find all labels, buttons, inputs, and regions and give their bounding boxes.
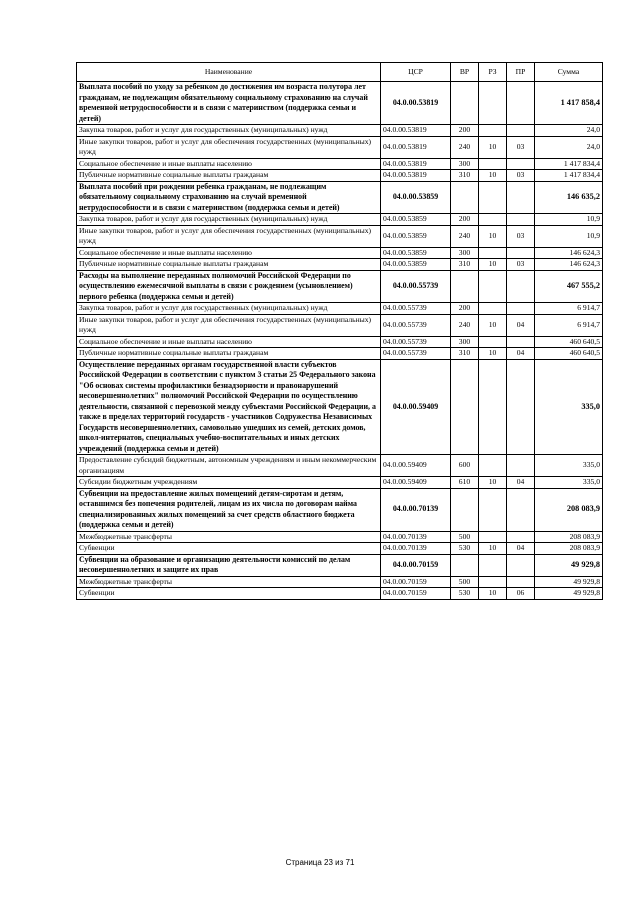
- cell-pr: [507, 336, 535, 348]
- cell-csr: 04.0.00.70159: [381, 588, 451, 600]
- cell-csr: 04.0.00.53819: [381, 82, 451, 125]
- cell-name: Субвенции на образование и организацию деятельности комиссий по делам несовершеннолетних и защите их прав: [77, 554, 381, 576]
- cell-sum: 335,0: [535, 455, 603, 477]
- page-number: Страница 23 из 71: [285, 858, 355, 867]
- cell-rz: [479, 214, 507, 226]
- table-row: [77, 259, 603, 271]
- cell-pr: [507, 82, 535, 125]
- cell-name: Предоставление субсидий бюджетным, автономным учреждениям и иным некоммерческим организациям: [77, 455, 381, 477]
- table-row-target-item: [77, 488, 603, 531]
- cell-name: Осуществление переданных органам государственной власти субъектов Российской Федерации в соответствии с пунктом 3 статьи 25 Федерального закона "Об основах системы профилактики безнадзорности и правонарушений несовершеннолетних" полномочий Российской Федерации по осуществлению деятельности, связанной с перевозкой между субъектами Российской Федерации, а также в пределах территорий государств - участников Содружества Независимых Государств несовершеннолетних, самовольно ушедших из семей, детских домов, школ-интернатов, специальных учебно-воспитательных и иных детских учреждений (поддержка семьи и детей): [77, 359, 381, 455]
- cell-vr: 500: [451, 531, 479, 543]
- table-row: [77, 303, 603, 315]
- cell-csr: 04.0.00.53819: [381, 125, 451, 137]
- cell-sum: 208 083,9: [535, 543, 603, 555]
- table-row-target-item: [77, 554, 603, 576]
- cell-rz: 10: [479, 477, 507, 489]
- cell-pr: [507, 125, 535, 137]
- cell-name: Выплата пособий по уходу за ребенком до достижения им возраста полутора лет гражданам, не подлежащим обязательному социальному страхованию на случай временной нетрудоспособности и в связи с материнством (поддержка семьи и детей): [77, 82, 381, 125]
- table-row: [77, 247, 603, 259]
- table-body: [77, 82, 603, 600]
- cell-rz: [479, 270, 507, 303]
- cell-name: Закупка товаров, работ и услуг для государственных (муниципальных) нужд: [77, 125, 381, 137]
- cell-csr: 04.0.00.53859: [381, 259, 451, 271]
- header-csr: ЦСР: [381, 63, 451, 82]
- cell-vr: [451, 488, 479, 531]
- cell-csr: 04.0.00.55739: [381, 348, 451, 360]
- cell-rz: 10: [479, 259, 507, 271]
- table-row: [77, 214, 603, 226]
- table-row: [77, 225, 603, 247]
- cell-vr: 300: [451, 158, 479, 170]
- cell-rz: 10: [479, 136, 507, 158]
- cell-pr: [507, 554, 535, 576]
- cell-sum: 146 624,3: [535, 247, 603, 259]
- cell-csr: 04.0.00.70139: [381, 488, 451, 531]
- cell-csr: 04.0.00.55739: [381, 303, 451, 315]
- cell-sum: 335,0: [535, 359, 603, 455]
- cell-sum: 460 640,5: [535, 336, 603, 348]
- cell-pr: 04: [507, 348, 535, 360]
- cell-vr: 240: [451, 136, 479, 158]
- cell-sum: 49 929,8: [535, 554, 603, 576]
- cell-sum: 146 624,3: [535, 259, 603, 271]
- cell-name: Социальное обеспечение и иные выплаты населению: [77, 158, 381, 170]
- cell-sum: 49 929,8: [535, 576, 603, 588]
- cell-csr: 04.0.00.59409: [381, 477, 451, 489]
- cell-name: Расходы на выполнение переданных полномочий Российской Федерации по осуществлению ежемесячной выплаты в связи с рождением (усыновлением) первого ребенка (поддержка семьи и детей): [77, 270, 381, 303]
- table-row: [77, 588, 603, 600]
- table-row: [77, 576, 603, 588]
- table-row: [77, 348, 603, 360]
- cell-vr: [451, 554, 479, 576]
- cell-pr: [507, 576, 535, 588]
- cell-csr: 04.0.00.55739: [381, 336, 451, 348]
- cell-rz: 10: [479, 348, 507, 360]
- cell-pr: 04: [507, 477, 535, 489]
- cell-pr: [507, 303, 535, 315]
- cell-name: Публичные нормативные социальные выплаты гражданам: [77, 259, 381, 271]
- cell-pr: 03: [507, 136, 535, 158]
- cell-rz: 10: [479, 314, 507, 336]
- cell-csr: 04.0.00.53859: [381, 247, 451, 259]
- table-row: [77, 477, 603, 489]
- header-vr: ВР: [451, 63, 479, 82]
- table-header-row: [77, 63, 603, 82]
- cell-vr: [451, 181, 479, 214]
- cell-rz: [479, 82, 507, 125]
- cell-vr: 600: [451, 455, 479, 477]
- cell-sum: 146 635,2: [535, 181, 603, 214]
- cell-pr: [507, 359, 535, 455]
- cell-sum: 49 929,8: [535, 588, 603, 600]
- table-row: [77, 531, 603, 543]
- cell-rz: [479, 531, 507, 543]
- header-sum: Сумма: [535, 63, 603, 82]
- cell-sum: 208 083,9: [535, 531, 603, 543]
- cell-vr: 200: [451, 125, 479, 137]
- cell-rz: 10: [479, 170, 507, 182]
- cell-sum: 335,0: [535, 477, 603, 489]
- table-row-target-item: [77, 270, 603, 303]
- cell-sum: 208 083,9: [535, 488, 603, 531]
- cell-csr: 04.0.00.70139: [381, 531, 451, 543]
- cell-csr: 04.0.00.70159: [381, 576, 451, 588]
- cell-name: Субвенции: [77, 588, 381, 600]
- table-row: [77, 136, 603, 158]
- cell-name: Субвенции на предоставление жилых помещений детям-сиротам и детям, оставшимся без попечения родителей, лицам из их числа по договорам найма специализированных жилых помещений за счет средств областного бюджета (поддержка семьи и детей): [77, 488, 381, 531]
- table-row: [77, 336, 603, 348]
- cell-csr: 04.0.00.70159: [381, 554, 451, 576]
- cell-vr: 310: [451, 259, 479, 271]
- cell-name: Закупка товаров, работ и услуг для государственных (муниципальных) нужд: [77, 303, 381, 315]
- table-row: [77, 543, 603, 555]
- table-row: [77, 170, 603, 182]
- cell-rz: [479, 158, 507, 170]
- cell-name: Выплата пособий при рождении ребенка гражданам, не подлежащим обязательному социальному страхованию на случай временной нетрудоспособности и в связи с материнством (поддержка семьи и детей): [77, 181, 381, 214]
- cell-sum: 6 914,7: [535, 314, 603, 336]
- cell-pr: 06: [507, 588, 535, 600]
- cell-sum: 24,0: [535, 136, 603, 158]
- cell-sum: 24,0: [535, 125, 603, 137]
- cell-rz: 10: [479, 543, 507, 555]
- cell-vr: 530: [451, 588, 479, 600]
- cell-name: Иные закупки товаров, работ и услуг для обеспечения государственных (муниципальных) нужд: [77, 225, 381, 247]
- cell-pr: [507, 488, 535, 531]
- cell-rz: [479, 455, 507, 477]
- cell-pr: 03: [507, 225, 535, 247]
- cell-csr: 04.0.00.53859: [381, 181, 451, 214]
- budget-table: [76, 62, 603, 600]
- cell-vr: [451, 359, 479, 455]
- cell-csr: 04.0.00.53859: [381, 214, 451, 226]
- cell-rz: [479, 181, 507, 214]
- cell-name: Публичные нормативные социальные выплаты гражданам: [77, 170, 381, 182]
- cell-csr: 04.0.00.55739: [381, 270, 451, 303]
- cell-sum: 1 417 834,4: [535, 170, 603, 182]
- cell-rz: 10: [479, 588, 507, 600]
- table-row-target-item: [77, 82, 603, 125]
- cell-pr: [507, 270, 535, 303]
- cell-rz: [479, 336, 507, 348]
- cell-name: Социальное обеспечение и иные выплаты населению: [77, 247, 381, 259]
- cell-csr: 04.0.00.70139: [381, 543, 451, 555]
- cell-csr: 04.0.00.55739: [381, 314, 451, 336]
- cell-name: Межбюджетные трансферты: [77, 531, 381, 543]
- table-row-target-item: [77, 359, 603, 455]
- cell-pr: [507, 247, 535, 259]
- cell-vr: 310: [451, 348, 479, 360]
- cell-sum: 6 914,7: [535, 303, 603, 315]
- cell-vr: 240: [451, 225, 479, 247]
- cell-name: Иные закупки товаров, работ и услуг для обеспечения государственных (муниципальных) нужд: [77, 136, 381, 158]
- cell-sum: 460 640,5: [535, 348, 603, 360]
- cell-name: Субсидии бюджетным учреждениям: [77, 477, 381, 489]
- cell-pr: 04: [507, 314, 535, 336]
- cell-pr: [507, 455, 535, 477]
- cell-pr: 03: [507, 259, 535, 271]
- header-rz: РЗ: [479, 63, 507, 82]
- cell-sum: 1 417 858,4: [535, 82, 603, 125]
- cell-name: Публичные нормативные социальные выплаты гражданам: [77, 348, 381, 360]
- header-name: Наименование: [77, 63, 381, 82]
- cell-vr: 500: [451, 576, 479, 588]
- cell-rz: 10: [479, 225, 507, 247]
- cell-rz: [479, 125, 507, 137]
- cell-name: Социальное обеспечение и иные выплаты населению: [77, 336, 381, 348]
- cell-vr: 610: [451, 477, 479, 489]
- cell-csr: 04.0.00.53819: [381, 158, 451, 170]
- cell-rz: [479, 488, 507, 531]
- cell-vr: 240: [451, 314, 479, 336]
- cell-pr: [507, 181, 535, 214]
- cell-vr: 530: [451, 543, 479, 555]
- cell-csr: 04.0.00.53819: [381, 170, 451, 182]
- cell-rz: [479, 576, 507, 588]
- table-row-target-item: [77, 181, 603, 214]
- cell-pr: 04: [507, 543, 535, 555]
- cell-pr: [507, 531, 535, 543]
- cell-vr: 300: [451, 336, 479, 348]
- cell-name: Субвенции: [77, 543, 381, 555]
- cell-pr: [507, 214, 535, 226]
- cell-vr: 310: [451, 170, 479, 182]
- cell-rz: [479, 359, 507, 455]
- cell-sum: 467 555,2: [535, 270, 603, 303]
- cell-rz: [479, 247, 507, 259]
- cell-name: Иные закупки товаров, работ и услуг для обеспечения государственных (муниципальных) нужд: [77, 314, 381, 336]
- cell-name: Межбюджетные трансферты: [77, 576, 381, 588]
- cell-vr: 200: [451, 214, 479, 226]
- cell-rz: [479, 554, 507, 576]
- table-row: [77, 158, 603, 170]
- table-row: [77, 455, 603, 477]
- cell-vr: 200: [451, 303, 479, 315]
- cell-csr: 04.0.00.59409: [381, 455, 451, 477]
- cell-pr: [507, 158, 535, 170]
- cell-name: Закупка товаров, работ и услуг для государственных (муниципальных) нужд: [77, 214, 381, 226]
- cell-vr: [451, 270, 479, 303]
- cell-csr: 04.0.00.53819: [381, 136, 451, 158]
- cell-csr: 04.0.00.59409: [381, 359, 451, 455]
- cell-pr: 03: [507, 170, 535, 182]
- cell-sum: 1 417 834,4: [535, 158, 603, 170]
- cell-sum: 10,9: [535, 214, 603, 226]
- cell-vr: [451, 82, 479, 125]
- table-row: [77, 314, 603, 336]
- table-row: [77, 125, 603, 137]
- cell-sum: 10,9: [535, 225, 603, 247]
- header-pr: ПР: [507, 63, 535, 82]
- cell-vr: 300: [451, 247, 479, 259]
- cell-csr: 04.0.00.53859: [381, 225, 451, 247]
- cell-rz: [479, 303, 507, 315]
